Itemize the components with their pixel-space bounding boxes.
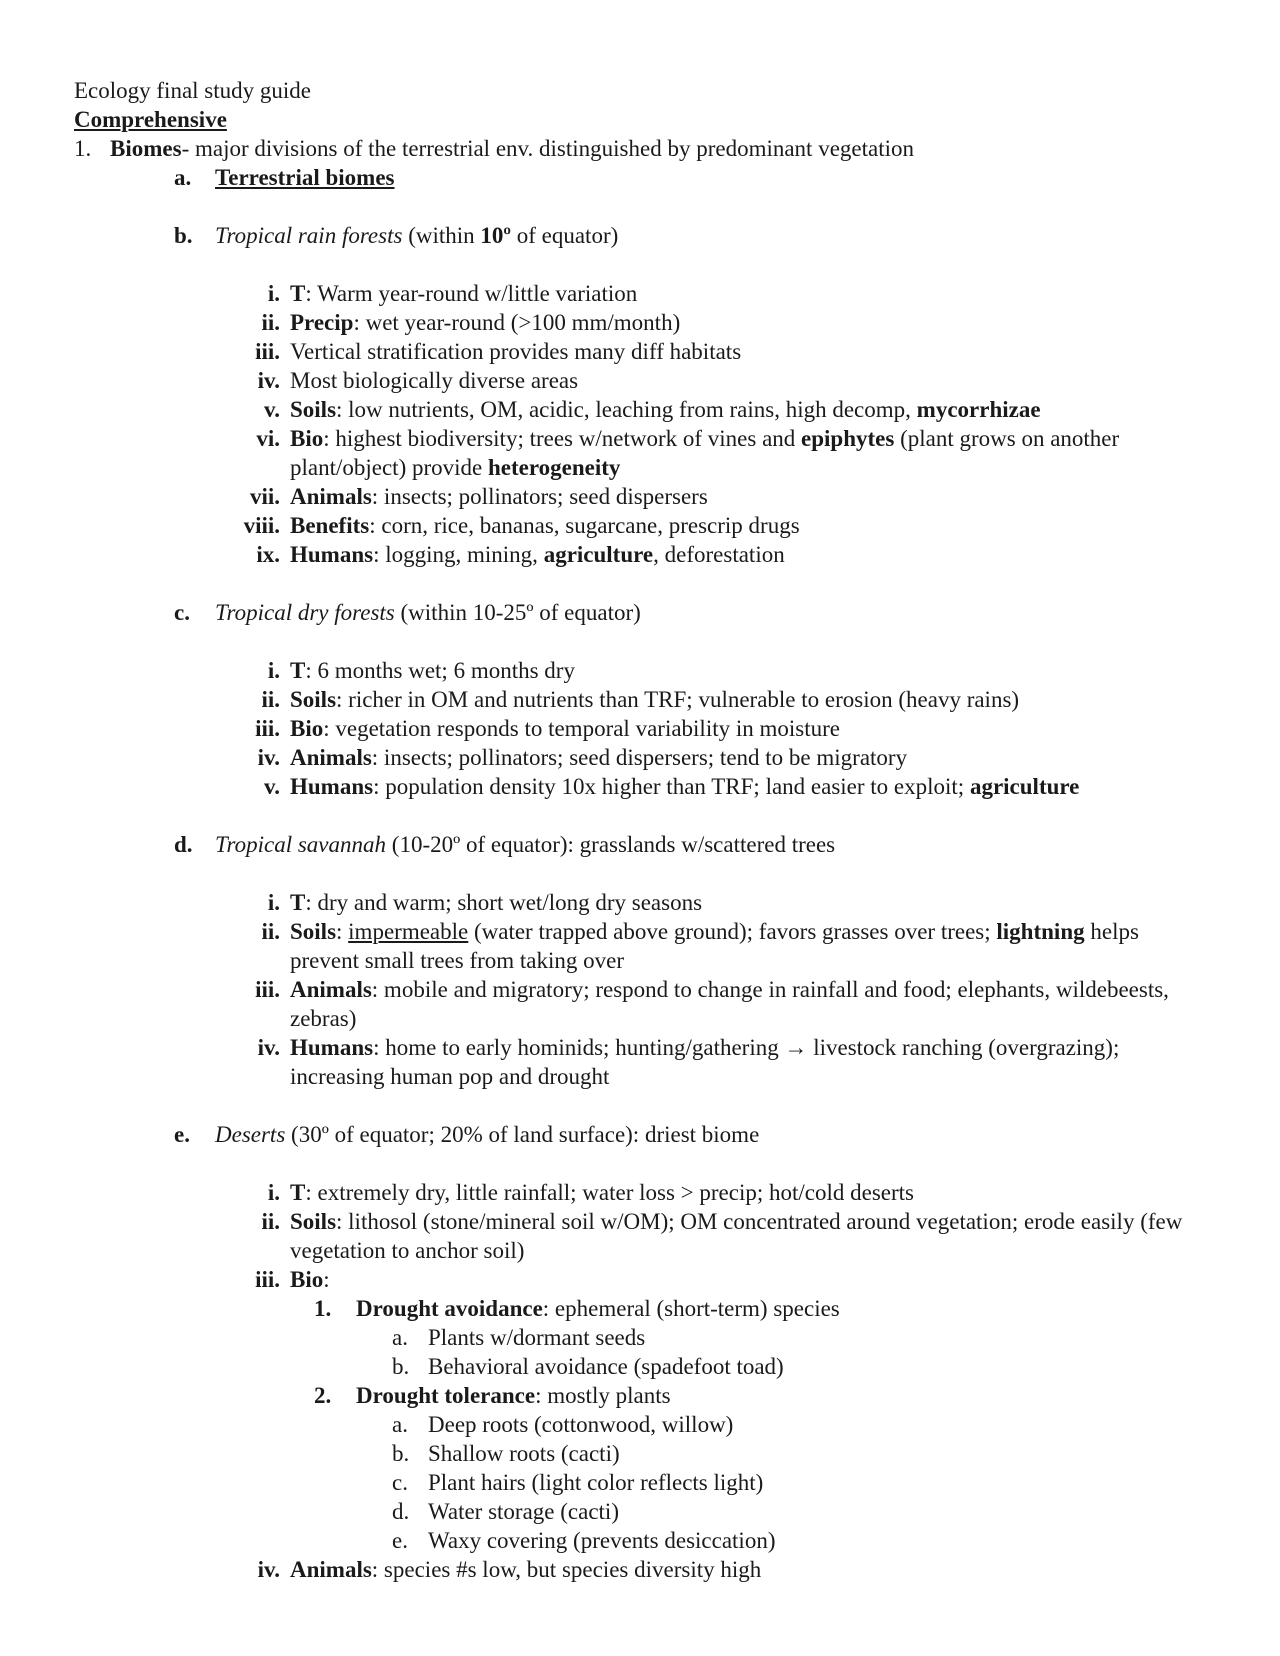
list-text: : home to early hominids; hunting/gathering → livestock ranching (overgrazing); increasing human pop and drought bbox=[290, 1035, 1120, 1089]
list-marker: b. bbox=[392, 1354, 410, 1379]
desert-bio-item: iii. Bio: bbox=[255, 1267, 330, 1292]
list-text: Plants w/dormant seeds bbox=[428, 1325, 646, 1350]
list-marker: i. bbox=[267, 1180, 280, 1205]
list-text: : lithosol (stone/mineral soil w/OM); OM concentrated around vegetation; erode easily (few vegetation to anchor soil) bbox=[290, 1209, 1183, 1263]
list-text: Vertical stratification provides many diff habitats bbox=[290, 339, 742, 364]
list-marker: v. bbox=[264, 774, 280, 799]
strategy-term: Drought avoidance bbox=[356, 1296, 543, 1321]
list-text: (water trapped above ground); favors grasses over trees; bbox=[468, 919, 997, 944]
list-marker: iv. bbox=[257, 1035, 280, 1060]
subheading-rain-forests: b. Tropical rain forests (within 10º of equator) bbox=[174, 223, 619, 248]
list-marker: ii. bbox=[261, 310, 280, 335]
list-item bbox=[74, 685, 1204, 714]
desert-list bbox=[74, 1178, 1204, 1265]
list-text: Plant hairs (light color reflects light) bbox=[428, 1470, 764, 1495]
list-marker: i. bbox=[267, 658, 280, 683]
list-text: Animals bbox=[290, 484, 372, 509]
list-text: Behavioral avoidance (spadefoot toad) bbox=[428, 1354, 784, 1379]
subheading-dry-forests: c. Tropical dry forests (within 10-25º of equator) bbox=[174, 600, 641, 625]
list-marker: iv. bbox=[257, 368, 280, 393]
list-text: Benefits bbox=[290, 513, 370, 538]
list-text: : Warm year-round w/little variation bbox=[305, 281, 638, 306]
drought-strategy bbox=[74, 1381, 1204, 1410]
list-item bbox=[74, 366, 1204, 395]
list-text: epiphytes bbox=[801, 426, 895, 451]
list-text: heterogeneity bbox=[488, 455, 621, 480]
list-text: Deep roots (cottonwood, willow) bbox=[428, 1412, 734, 1437]
drought-strategy-list bbox=[74, 1294, 1204, 1555]
list-text: mycorrhizae bbox=[916, 397, 1041, 422]
desert-animals-item: iv. Animals: species #s low, but species diversity high bbox=[257, 1557, 762, 1582]
list-text: Humans bbox=[290, 1035, 374, 1060]
list-item bbox=[74, 1352, 1204, 1381]
list-item bbox=[74, 1178, 1204, 1207]
list-text: agriculture bbox=[543, 542, 654, 567]
list-text: lightning bbox=[996, 919, 1085, 944]
list-item bbox=[74, 424, 1204, 482]
list-text: Waxy covering (prevents desiccation) bbox=[428, 1528, 776, 1553]
list-text: agriculture bbox=[969, 774, 1080, 799]
list-marker: vi. bbox=[256, 426, 280, 451]
list-item bbox=[74, 1497, 1204, 1526]
list-item bbox=[74, 1033, 1204, 1091]
list-marker: vii. bbox=[249, 484, 280, 509]
list-marker: iii. bbox=[255, 339, 280, 364]
list-item bbox=[74, 511, 1204, 540]
list-text: Soils bbox=[290, 1209, 337, 1234]
list-text: Soils bbox=[290, 687, 337, 712]
list-text: T bbox=[290, 890, 306, 915]
list-marker: ii. bbox=[261, 919, 280, 944]
list-text: : richer in OM and nutrients than TRF; vulnerable to erosion (heavy rains) bbox=[336, 687, 1020, 712]
list-text: Bio bbox=[290, 716, 324, 741]
list-marker: i. bbox=[267, 281, 280, 306]
subheading-savannah: d. Tropical savannah (10-20º of equator): grasslands w/scattered trees bbox=[174, 832, 836, 857]
list-text: : 6 months wet; 6 months dry bbox=[305, 658, 575, 683]
list-text: : dry and warm; short wet/long dry seasons bbox=[305, 890, 703, 915]
list-marker: e. bbox=[392, 1528, 408, 1553]
list-text: : corn, rice, bananas, sugarcane, prescrip drugs bbox=[369, 513, 800, 538]
list-text: Water storage (cacti) bbox=[428, 1499, 619, 1524]
list-item bbox=[74, 772, 1204, 801]
list-item bbox=[74, 1526, 1204, 1555]
list-item bbox=[74, 1207, 1204, 1265]
list-text: : extremely dry, little rainfall; water loss > precip; hot/cold deserts bbox=[305, 1180, 915, 1205]
list-text: : bbox=[336, 919, 349, 944]
document-body bbox=[74, 76, 1204, 1584]
list-marker: 1. bbox=[314, 1296, 332, 1321]
list-item bbox=[74, 395, 1204, 424]
list-marker: v. bbox=[264, 397, 280, 422]
list-text: Precip bbox=[290, 310, 354, 335]
drought-strategy bbox=[74, 1294, 1204, 1323]
dry-forest-list bbox=[74, 656, 1204, 801]
list-text: Soils bbox=[290, 397, 337, 422]
list-item-biomes: 1. Biomes- major divisions of the terrestrial env. distinguished by predominant vegetation bbox=[74, 136, 914, 161]
list-text: T bbox=[290, 1180, 306, 1205]
list-marker: ii. bbox=[261, 687, 280, 712]
list-text: Soils bbox=[290, 919, 337, 944]
list-item bbox=[74, 540, 1204, 569]
list-text: Shallow roots (cacti) bbox=[428, 1441, 620, 1466]
rain-forest-list bbox=[74, 279, 1204, 569]
list-item bbox=[74, 975, 1204, 1033]
list-text: : insects; pollinators; seed dispersers bbox=[371, 484, 708, 509]
list-item bbox=[74, 656, 1204, 685]
list-item bbox=[74, 337, 1204, 366]
list-item bbox=[74, 1323, 1204, 1352]
subheading-deserts: e. Deserts (30º of equator; 20% of land surface): driest biome bbox=[174, 1122, 760, 1147]
list-text: : low nutrients, OM, acidic, leaching from rains, high decomp, bbox=[336, 397, 917, 422]
list-text: (plant grows on another plant/object) provide bbox=[290, 426, 1120, 480]
list-item bbox=[74, 917, 1204, 975]
list-text: impermeable bbox=[348, 919, 469, 944]
list-item bbox=[74, 1410, 1204, 1439]
list-marker: ii. bbox=[261, 1209, 280, 1234]
list-text: , deforestation bbox=[653, 542, 785, 567]
document-title: Ecology final study guide bbox=[74, 78, 311, 103]
list-marker: 2. bbox=[314, 1383, 332, 1408]
list-item bbox=[74, 1439, 1204, 1468]
list-text: : highest biodiversity; trees w/network of vines and bbox=[323, 426, 802, 451]
list-item bbox=[74, 1468, 1204, 1497]
list-text: Animals bbox=[290, 977, 372, 1002]
list-text: helps prevent small trees from taking over bbox=[290, 919, 1139, 973]
list-item bbox=[74, 279, 1204, 308]
strategy-text: : ephemeral (short-term) species bbox=[542, 1296, 840, 1321]
list-text: Humans bbox=[290, 542, 374, 567]
strategy-term: Drought tolerance bbox=[356, 1383, 536, 1408]
savannah-list bbox=[74, 888, 1204, 1091]
subheading-terrestrial-biomes: a. Terrestrial biomes bbox=[174, 165, 395, 190]
list-marker: iii. bbox=[255, 977, 280, 1002]
list-text: : mobile and migratory; respond to change in rainfall and food; elephants, wildebeests, zebras) bbox=[290, 977, 1169, 1031]
list-item bbox=[74, 482, 1204, 511]
list-text: Most biologically diverse areas bbox=[290, 368, 579, 393]
list-item bbox=[74, 888, 1204, 917]
list-text: Animals bbox=[290, 745, 372, 770]
list-marker: d. bbox=[392, 1499, 410, 1524]
list-text: Bio bbox=[290, 426, 324, 451]
list-marker: a. bbox=[392, 1325, 408, 1350]
list-text: : logging, mining, bbox=[373, 542, 544, 567]
list-item bbox=[74, 714, 1204, 743]
list-marker: viii. bbox=[243, 513, 280, 538]
list-marker: iii. bbox=[255, 716, 280, 741]
list-marker: ix. bbox=[256, 542, 280, 567]
list-marker: b. bbox=[392, 1441, 410, 1466]
list-marker: iv. bbox=[257, 745, 280, 770]
list-marker: c. bbox=[392, 1470, 408, 1495]
list-text: : population density 10x higher than TRF; land easier to exploit; bbox=[373, 774, 970, 799]
list-item bbox=[74, 308, 1204, 337]
list-item bbox=[74, 743, 1204, 772]
list-text: T bbox=[290, 281, 306, 306]
list-marker: i. bbox=[267, 890, 280, 915]
list-text: : insects; pollinators; seed dispersers; tend to be migratory bbox=[371, 745, 908, 770]
strategy-text: : mostly plants bbox=[535, 1383, 671, 1408]
list-text: Humans bbox=[290, 774, 374, 799]
section-heading: Comprehensive bbox=[74, 107, 227, 132]
list-text: T bbox=[290, 658, 306, 683]
list-text: : wet year-round (>100 mm/month) bbox=[353, 310, 681, 335]
list-text: : vegetation responds to temporal variability in moisture bbox=[323, 716, 840, 741]
list-marker: a. bbox=[392, 1412, 408, 1437]
